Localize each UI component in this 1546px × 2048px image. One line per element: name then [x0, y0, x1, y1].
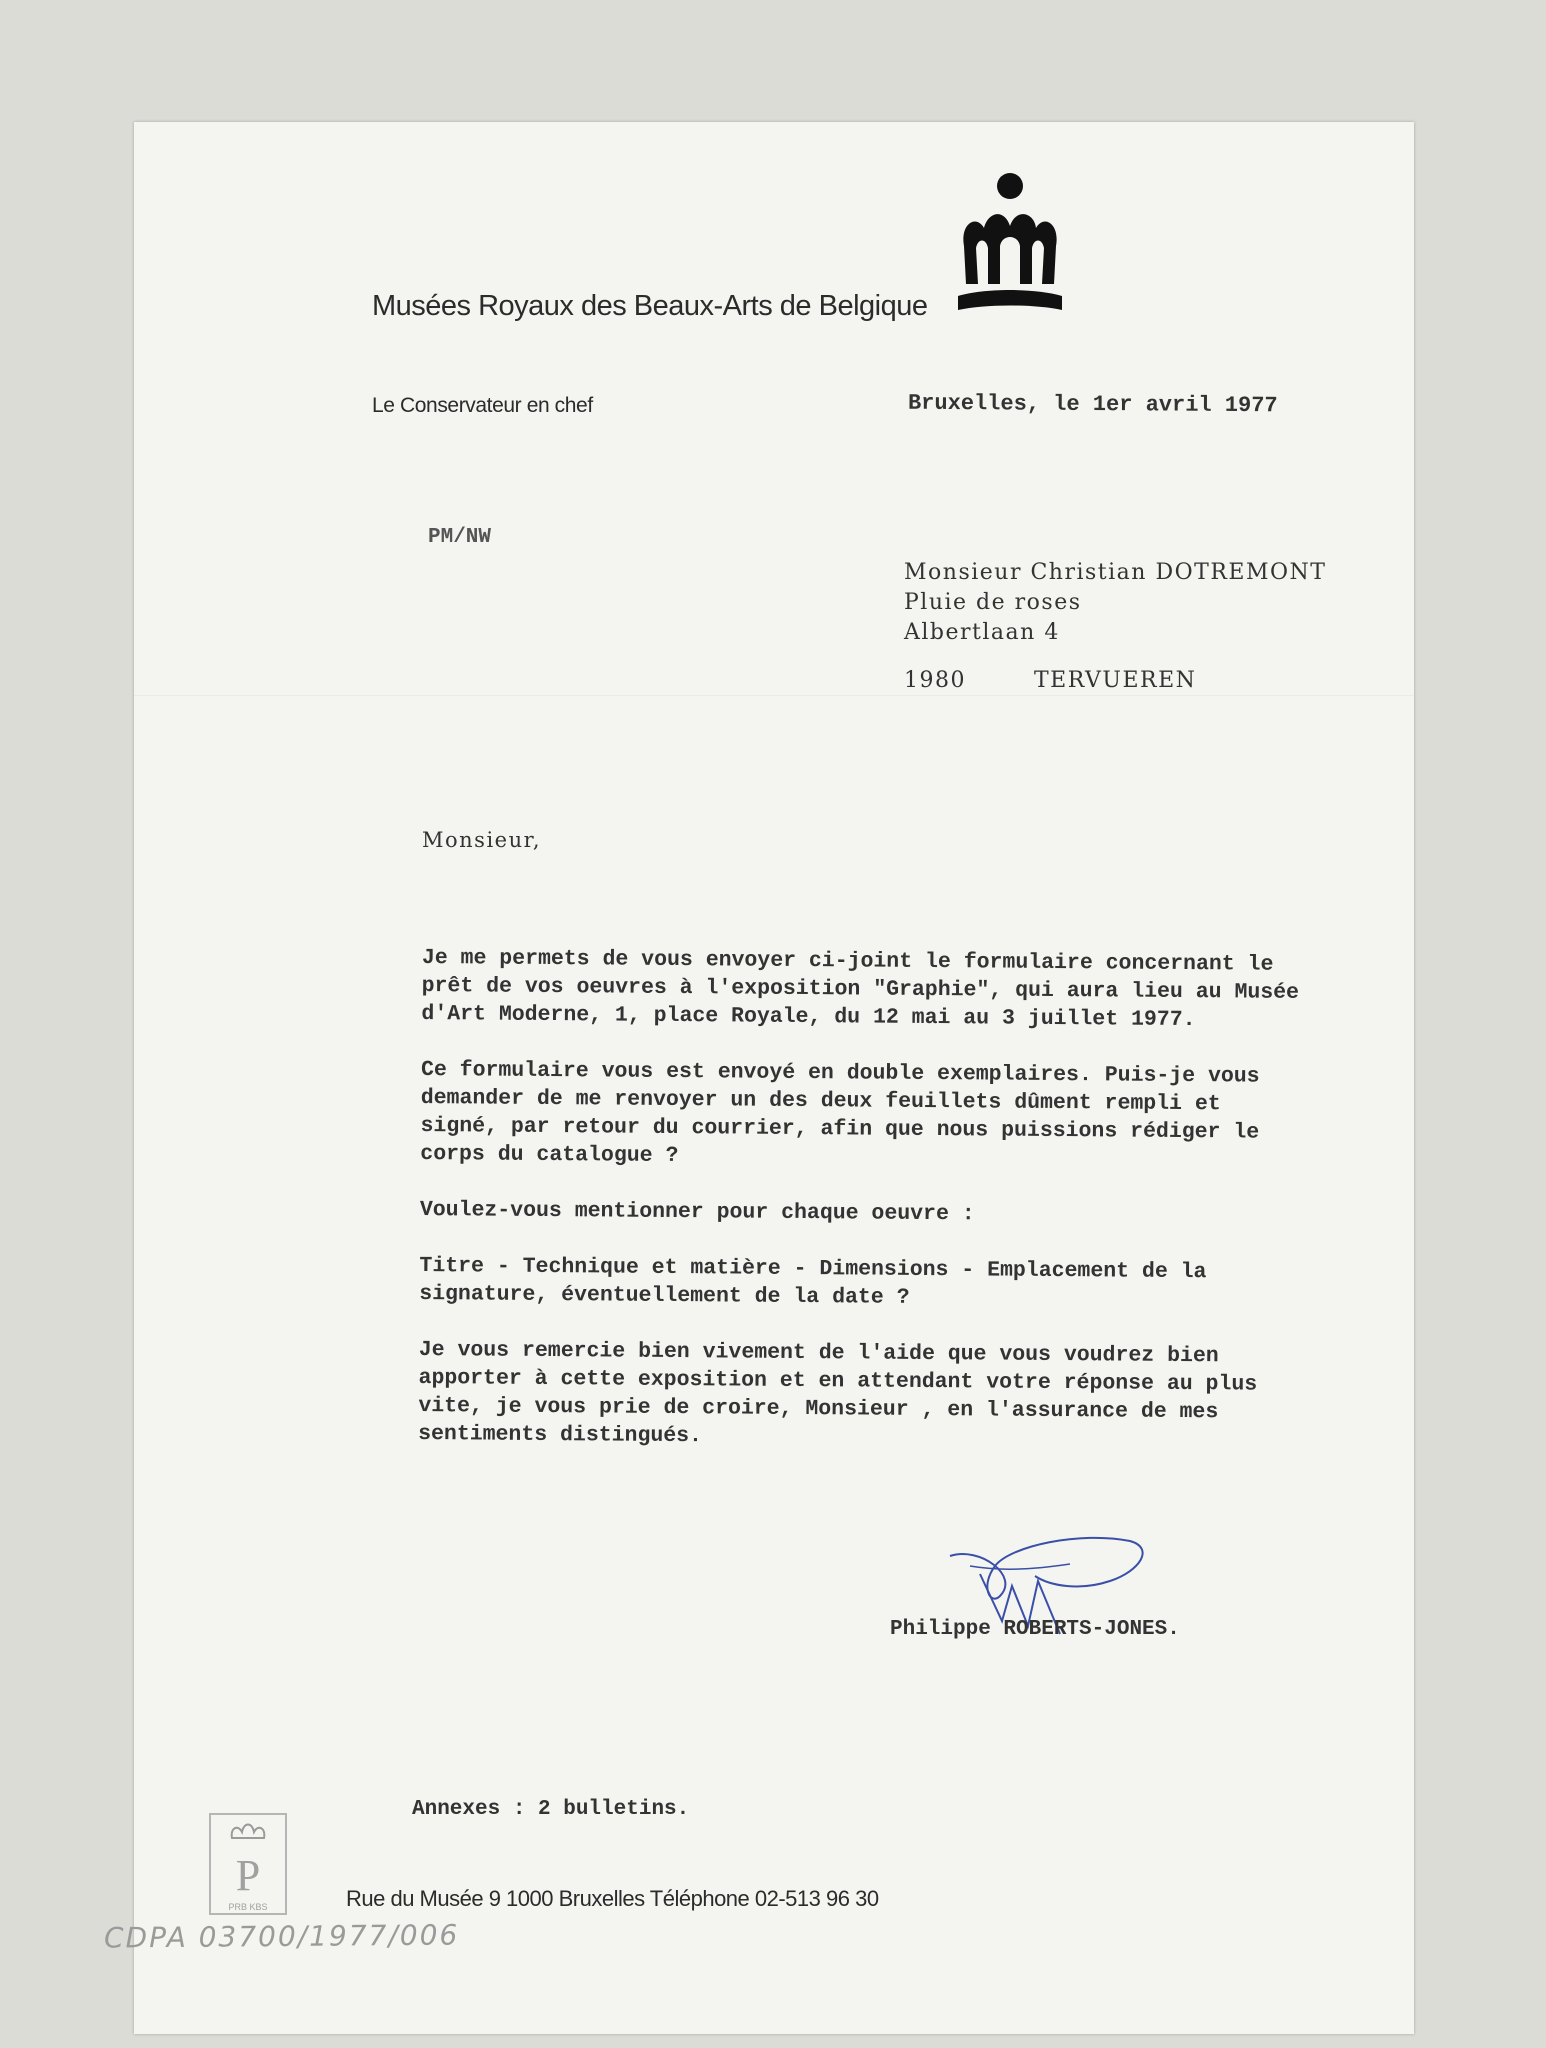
recipient-city: TERVUEREN	[1034, 668, 1197, 693]
recipient-line2: Pluie de roses	[904, 590, 1082, 615]
recipient-street: Albertlaan 4	[904, 620, 1060, 645]
department-title: Le Conservateur en chef	[372, 394, 593, 417]
paper-fold	[134, 695, 1414, 697]
museum-stamp	[208, 1812, 288, 1917]
stamp-caption: PRB KBS	[228, 1902, 268, 1912]
letter-page	[103, 122, 1414, 2034]
footer-address: Rue du Musée 9 1000 Bruxelles Téléphone 02-513 96 30	[346, 1886, 879, 1911]
letter-body	[418, 944, 1402, 1484]
signatory-name: Philippe ROBERTS-JONES.	[890, 1618, 1180, 1641]
recipient-postal-code: 1980	[904, 668, 966, 693]
paragraph: Je vous remercie bien vivement de l'aide que vous voudrez bien apporter à cette exposition et en attendant votre réponse au plus vite, je vous prie de croire, Monsieur , en l'assurance de mes sentiments distingués.	[418, 1337, 1258, 1449]
annexes-note: Annexes : 2 bulletins.	[412, 1798, 690, 1821]
paragraph: Voulez-vous mentionner pour chaque oeuvre :	[419, 1197, 975, 1227]
museum-name: Musées Royaux des Beaux-Arts de Belgique	[372, 290, 928, 322]
crown-icon	[954, 168, 1066, 328]
recipient-city-line	[904, 668, 1196, 693]
paragraph: Ce formulaire vous est envoyé en double exemplaires. Puis-je vous demander de me renvoyer un des deux feuillets dûment rempli et signé, par retour du courrier, afin que nous puissions rédiger le corps du catalogue ?	[420, 1057, 1260, 1169]
paragraph: Titre - Technique et matière - Dimensions - Emplacement de la signature, éventuellement de la date ?	[419, 1253, 1207, 1310]
recipient-name: Monsieur Christian DOTREMONT	[904, 560, 1327, 585]
salutation: Monsieur,	[422, 828, 542, 852]
reference-code: PM/NW	[428, 526, 492, 549]
recipient-address	[904, 558, 1326, 648]
paragraph: Je me permets de vous envoyer ci-joint le formulaire concernant le prêt de vos oeuvres à l'exposition "Graphie", qui aura lieu au Musée d'Art Moderne, 1, place Royale, du 12 mai au 3 juillet 1977.	[421, 945, 1300, 1033]
stamp-monogram: P	[235, 1851, 261, 1900]
archive-handwritten-mark: CDPA 03700/1977/006	[103, 1918, 460, 1955]
place-date: Bruxelles, le 1er avril 1977	[907, 390, 1278, 419]
